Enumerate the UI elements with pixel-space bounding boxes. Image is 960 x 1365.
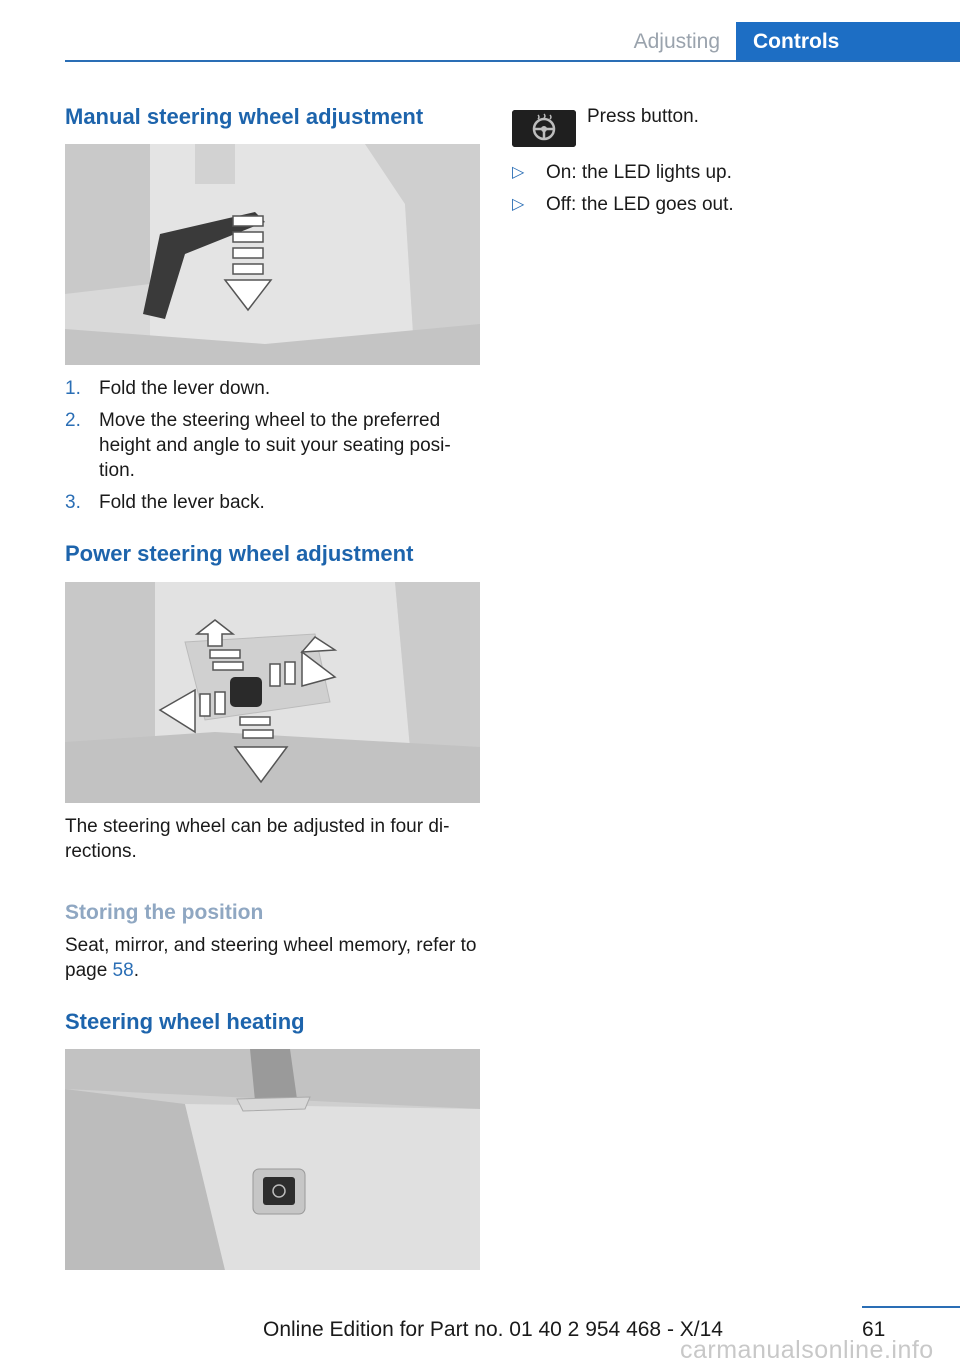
list-item bbox=[512, 192, 932, 217]
page-number: 61 bbox=[862, 1318, 886, 1341]
footer-rule bbox=[862, 1306, 960, 1308]
steering-heating-icon bbox=[512, 110, 576, 147]
step-text: Fold the lever back. bbox=[99, 492, 265, 513]
storing-position-text bbox=[65, 933, 485, 983]
led-status-list bbox=[512, 160, 932, 224]
storing-position-heading: Storing the position bbox=[65, 901, 264, 924]
page-reference-link[interactable]: 58 bbox=[112, 960, 134, 981]
header-section-title: Adjusting bbox=[633, 30, 720, 53]
step-number: 2. bbox=[65, 410, 81, 431]
bullet-text: On: the LED lights up. bbox=[546, 162, 732, 183]
manual-adjustment-heading: Manual steering wheel adjustment bbox=[65, 104, 424, 129]
heating-button-illustration bbox=[65, 1049, 480, 1270]
bullet-text: Off: the LED goes out. bbox=[546, 194, 734, 215]
storing-text-after: . bbox=[133, 960, 139, 981]
bullet-triangle-icon: ▷ bbox=[512, 196, 525, 213]
list-item bbox=[65, 408, 485, 483]
bullet-triangle-icon: ▷ bbox=[512, 164, 525, 181]
storing-text-before: Seat, mirror, and steering wheel memory, refer to page bbox=[65, 935, 477, 981]
step-number: 1. bbox=[65, 378, 81, 399]
steering-heating-heading: Steering wheel heating bbox=[65, 1009, 305, 1034]
steering-heating-button-image bbox=[512, 110, 576, 147]
press-button-text: Press button. bbox=[587, 106, 699, 127]
manual-lever-illustration bbox=[65, 144, 480, 365]
watermark-text: carmanualsonline.info bbox=[680, 1336, 934, 1364]
manual-steps-list bbox=[65, 376, 485, 522]
power-adjustment-heading: Power steering wheel adjustment bbox=[65, 541, 414, 566]
header-rule bbox=[65, 60, 960, 62]
list-item bbox=[65, 376, 485, 401]
list-item bbox=[512, 160, 932, 185]
step-text: Move the steering wheel to the preferred height and angle to suit your seating posi-tion. bbox=[99, 410, 451, 481]
header-chapter-tab[interactable]: Controls bbox=[736, 22, 960, 62]
step-text: Fold the lever down. bbox=[99, 378, 271, 399]
step-number: 3. bbox=[65, 492, 81, 513]
footer-edition-text: Online Edition for Part no. 01 40 2 954 468 - X/14 bbox=[263, 1318, 723, 1341]
power-adjustment-description: The steering wheel can be adjusted in four di-rections. bbox=[65, 816, 450, 862]
list-item bbox=[65, 490, 485, 515]
power-switch-illustration bbox=[65, 582, 480, 803]
